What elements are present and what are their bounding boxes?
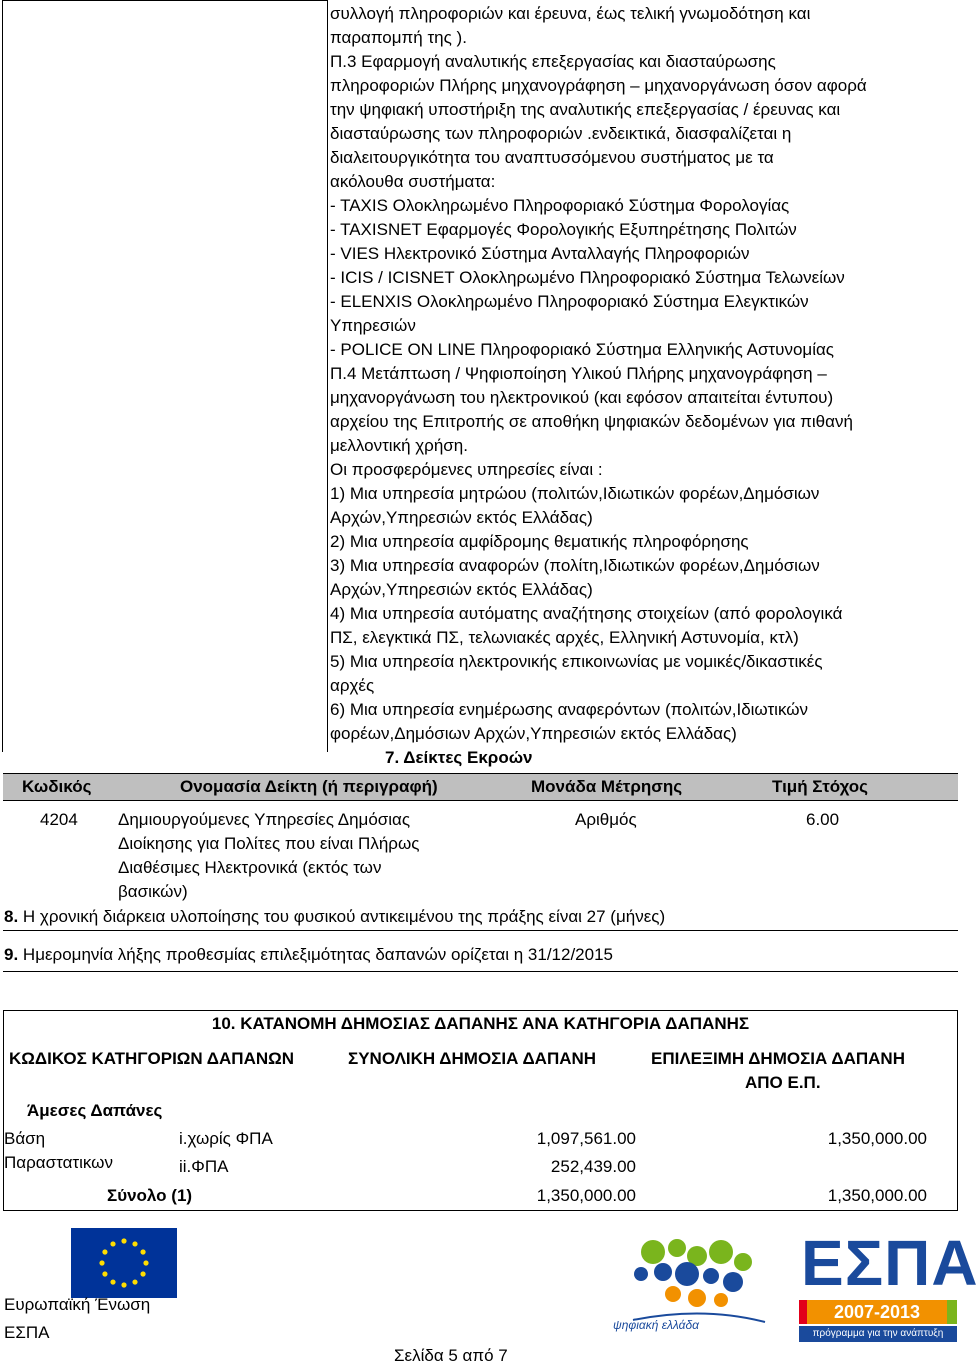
eu-flag-logo	[71, 1228, 177, 1298]
indicator-name-4: βασικών)	[118, 882, 188, 901]
espa-color-bar	[799, 1300, 957, 1324]
eu-star-icon	[102, 1249, 107, 1254]
col-total-header: ΣΥΝΟΛΙΚΗ ΔΗΜΟΣΙΑ ΔΑΠΑΝΗ	[348, 1049, 597, 1068]
body-line: Υπηρεσιών	[330, 316, 416, 335]
table-border-middle	[327, 0, 328, 752]
table-border-top	[2, 0, 327, 1]
row1-label: i.χωρίς ΦΠΑ	[179, 1129, 273, 1148]
section10-title: 10. ΚΑΤΑΝΟΜΗ ΔΗΜΟΣΙΑΣ ΔΑΠΑΝΗΣ ΑΝΑ ΚΑΤΗΓΟΡΙΑ ΔΑΠΑΝΗΣ	[211, 1014, 750, 1033]
espa-tagline: πρόγραμμα για την ανάπτυξη	[799, 1326, 957, 1342]
eu-star-icon	[110, 1279, 115, 1284]
section8-number: 8.	[4, 907, 19, 926]
body-line: αρχείου της Επιτροπής σε αποθήκη ψηφιακών δεδομένων για πιθανή	[330, 412, 853, 431]
eu-star-icon	[132, 1279, 137, 1284]
body-line: 2) Μια υπηρεσία αμφίδρομης θεματικής πληροφόρησης	[330, 532, 749, 551]
section9-text: Ημερομηνία λήξης προθεσμίας επιλεξιμότητας δαπανών ορίζεται η 31/12/2015	[18, 945, 613, 964]
espa-label: ΕΣΠΑ	[4, 1323, 50, 1342]
eu-star-icon	[140, 1271, 145, 1276]
header-unit: Μονάδα Μέτρησης	[531, 777, 683, 796]
section7-title: 7. Δείκτες Εκροών	[385, 748, 533, 767]
col-eligible-header-1: ΕΠΙΛΕΞΙΜΗ ΔΗΜΟΣΙΑ ΔΑΠΑΝΗ	[651, 1049, 905, 1068]
body-line: 1) Μια υπηρεσία μητρώου (πολιτών,Ιδιωτικών φορέων,Δημόσιων	[330, 484, 820, 503]
rule	[3, 971, 958, 972]
row2-label: ii.ΦΠΑ	[179, 1157, 229, 1176]
body-line: - POLICE ON LINE Πληροφοριακό Σύστημα Ελληνικής Αστυνομίας	[330, 340, 834, 359]
section9	[4, 943, 613, 967]
body-line: - TAXIS Ολοκληρωμένο Πληροφοριακό Σύστημα Φορολογίας	[330, 196, 790, 215]
eu-star-icon	[99, 1260, 104, 1265]
eu-star-icon	[121, 1282, 126, 1287]
section8-text: Η χρονική διάρκεια υλοποίησης του φυσικού αντικειμένου της πράξης είναι 27 (μήνες)	[18, 907, 666, 926]
body-line: Π.3 Εφαρμογή αναλυτικής επεξεργασίας και διασταύρωσης	[330, 52, 776, 71]
body-line: ΠΣ, ελεγκτικά ΠΣ, τελωνιακές αρχές, Ελληνική Αστυνομία, κτλ)	[330, 628, 799, 647]
body-line: 5) Μια υπηρεσία ηλεκτρονικής επικοινωνίας με νομικές/δικαστικές	[330, 652, 823, 671]
body-line: Π.4 Μετάπτωση / Ψηφιοποίηση Υλικού Πλήρης μηχανογράφηση –	[330, 364, 827, 383]
eu-star-icon	[132, 1241, 137, 1246]
indicator-name-1: Δημιουργούμενες Υπηρεσίες Δημόσιας	[118, 810, 411, 829]
body-line: αρχές	[330, 676, 375, 695]
espa-years: 2007-2013	[807, 1300, 947, 1324]
body-line: φορέων,Δημόσιων Αρχών,Υπηρεσιών εκτός Ελλάδας)	[330, 724, 737, 743]
rule	[3, 1210, 958, 1211]
indicator-name-2: Διοίκησης για Πολίτες που είναι Πλήρως	[118, 834, 420, 853]
header-target: Τιμή Στόχος	[772, 777, 868, 796]
eu-star-icon	[140, 1249, 145, 1254]
eu-star-icon	[143, 1260, 148, 1265]
eu-star-icon	[102, 1271, 107, 1276]
body-line: Αρχών,Υπηρεσιών εκτός Ελλάδας)	[330, 508, 593, 527]
body-line: μηχανοργάνωση του ηλεκτρονικού (και εφόσον απαιτείται έντυπου)	[330, 388, 834, 407]
body-line: διαλειτουργικότητα του αναπτυσσόμενου συστήματος με τα	[330, 148, 774, 167]
body-line: την ψηφιακή υποστήριξη της αναλυτικής επεξεργασίας / έρευνας και	[330, 100, 841, 119]
basis-label-1: Βάση	[4, 1129, 46, 1148]
row1-eligible: 1,350,000.00	[827, 1129, 927, 1148]
body-line: - ICIS / ICISNET Ολοκληρωμένο Πληροφοριακό Σύστημα Τελωνείων	[330, 268, 845, 287]
rule	[3, 1010, 958, 1011]
indicator-unit: Αριθμός	[575, 810, 637, 829]
espa-logo	[799, 1227, 979, 1353]
sum-total: 1,350,000.00	[536, 1186, 636, 1205]
body-line: ακόλουθα συστήματα:	[330, 172, 496, 191]
sum-label: Σύνολο (1)	[107, 1186, 193, 1205]
rule	[957, 1010, 958, 1211]
section8	[4, 905, 665, 929]
body-line: μελλοντική χρήση.	[330, 436, 468, 455]
indicator-code: 4204	[40, 810, 78, 829]
indicator-name-3: Διαθέσιμες Ηλεκτρονικά (εκτός των	[118, 858, 382, 877]
header-name: Ονομασία Δείκτη (ή περιγραφή)	[180, 777, 438, 796]
espa-big-text: ΕΣΠΑ	[801, 1227, 979, 1299]
body-line: 3) Μια υπηρεσία αναφορών (πολίτη,Ιδιωτικών φορέων,Δημόσιων	[330, 556, 820, 575]
rule	[3, 800, 958, 801]
body-line: παραπομπή της ).	[330, 28, 467, 47]
digital-greece-text: ψηφιακή ελλάδα	[613, 1318, 699, 1332]
body-line: Αρχών,Υπηρεσιών εκτός Ελλάδας)	[330, 580, 593, 599]
indicator-target: 6.00	[806, 810, 840, 829]
body-line: συλλογή πληροφοριών και έρευνα, έως τελική γνωμοδότηση και	[330, 4, 811, 23]
basis-label-2: Παραστατικων	[4, 1153, 113, 1172]
direct-costs-label: Άμεσες Δαπάνες	[27, 1101, 163, 1120]
body-line: πληροφοριών Πλήρης μηχανογράφηση – μηχανοργάνωση όσον αφορά	[330, 76, 867, 95]
table-border-left	[2, 0, 3, 752]
section9-number: 9.	[4, 945, 19, 964]
body-line: - ELENXIS Ολοκληρωμένο Πληροφοριακό Σύστημα Ελεγκτικών	[330, 292, 809, 311]
body-line: 4) Μια υπηρεσία αυτόματης αναζήτησης στοιχείων (από φορολογικά	[330, 604, 843, 623]
body-line: Οι προσφερόμενες υπηρεσίες είναι :	[330, 460, 603, 479]
page-number: Σελίδα 5 από 7	[394, 1346, 508, 1365]
row2-total: 252,439.00	[550, 1157, 636, 1176]
sum-eligible: 1,350,000.00	[827, 1186, 927, 1205]
col-category-header: ΚΩΔΙΚΟΣ ΚΑΤΗΓΟΡΙΩΝ ΔΑΠΑΝΩΝ	[9, 1049, 295, 1068]
rule	[3, 773, 958, 774]
body-line: - TAXISNET Εφαρμογές Φορολογικής Εξυπηρέτησης Πολιτών	[330, 220, 797, 239]
eu-star-icon	[121, 1238, 126, 1243]
body-line: 6) Μια υπηρεσία ενημέρωσης αναφερόντων (πολιτών,Ιδιωτικών	[330, 700, 809, 719]
row1-total: 1,097,561.00	[536, 1129, 636, 1148]
eu-label: Ευρωπαϊκή Ένωση	[4, 1295, 151, 1314]
col-eligible-header-2: ΑΠΟ Ε.Π.	[745, 1073, 821, 1092]
header-code: Κωδικός	[22, 777, 92, 796]
digital-greece-logo	[593, 1228, 793, 1346]
body-line: - VIES Ηλεκτρονικό Σύστημα Ανταλλαγής Πληροφοριών	[330, 244, 750, 263]
rule	[3, 930, 958, 931]
body-line: διασταύρωσης των πληροφοριών .ενδεικτικά, διασφαλίζεται η	[330, 124, 792, 143]
eu-star-icon	[110, 1241, 115, 1246]
rule	[3, 1010, 4, 1211]
